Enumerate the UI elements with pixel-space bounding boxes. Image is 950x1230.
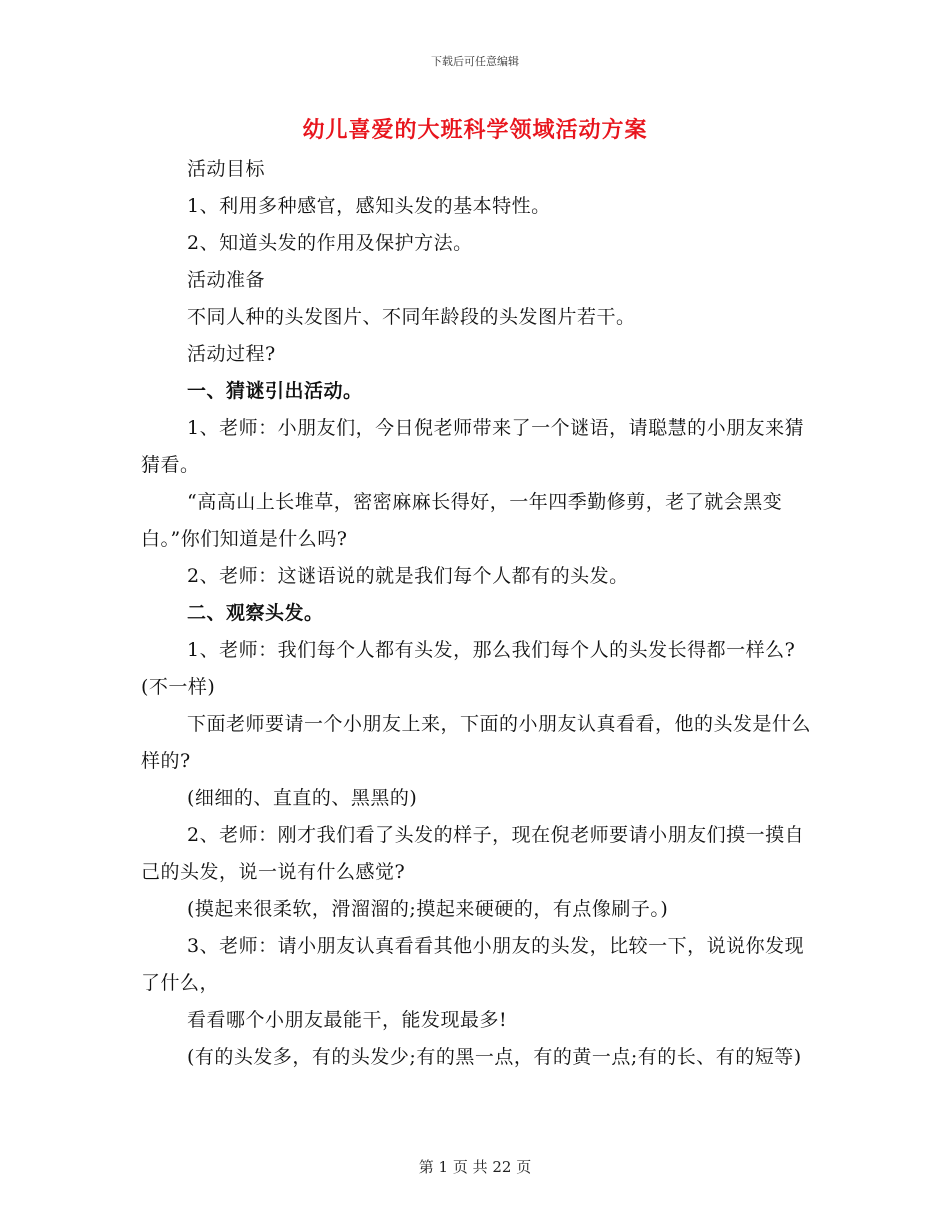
paragraph: 看看哪个小朋友最能干，能发现最多! — [187, 1009, 508, 1031]
paragraph: 活动过程? — [187, 343, 276, 365]
paragraph: (细细的、直直的、黑黑的) — [187, 787, 418, 809]
document-title: 幼儿喜爱的大班科学领域活动方案 — [302, 117, 648, 143]
page-footer: 第 1 页 共 22 页 — [418, 1158, 532, 1176]
paragraph: 1、利用多种感官，感知头发的基本特性。 — [187, 195, 551, 217]
section-heading: 二、观察头发。 — [187, 602, 324, 624]
paragraph: 2、知道头发的作用及保护方法。 — [187, 232, 473, 254]
paragraph: 不同人种的头发图片、不同年龄段的头发图片若干。 — [187, 306, 636, 328]
document-body — [141, 151, 811, 1076]
paragraph: 3、老师：请小朋友认真看看其他小朋友的头发，比较一下，说说你发现了什么， — [141, 935, 805, 994]
paragraph: 活动准备 — [187, 269, 266, 291]
paragraph: 1、老师：我们每个人都有头发，那么我们每个人的头发长得都一样么?(不一样) — [141, 639, 796, 698]
paragraph: 2、老师：这谜语说的就是我们每个人都有的头发。 — [187, 565, 629, 587]
paragraph: 活动目标 — [187, 158, 266, 180]
paragraph: (有的头发多，有的头发少;有的黑一点，有的黄一点;有的长、有的短等) — [187, 1046, 802, 1068]
paragraph: 1、老师：小朋友们，今日倪老师带来了一个谜语，请聪慧的小朋友来猜猜看。 — [141, 417, 805, 476]
section-heading: 一、猜谜引出活动。 — [187, 380, 363, 402]
paragraph: (摸起来很柔软，滑溜溜的;摸起来硬硬的，有点像刷子。) — [187, 898, 669, 920]
paragraph: 2、老师：刚才我们看了头发的样子，现在倪老师要请小朋友们摸一摸自己的头发，说一说有什么感觉? — [141, 824, 805, 883]
header-note: 下载后可任意编辑 — [431, 55, 519, 68]
paragraph: “高高山上长堆草，密密麻麻长得好，一年四季勤修剪，老了就会黑变白。”你们知道是什么吗? — [141, 491, 783, 550]
paragraph: 下面老师要请一个小朋友上来，下面的小朋友认真看看，他的头发是什么样的? — [141, 713, 812, 772]
